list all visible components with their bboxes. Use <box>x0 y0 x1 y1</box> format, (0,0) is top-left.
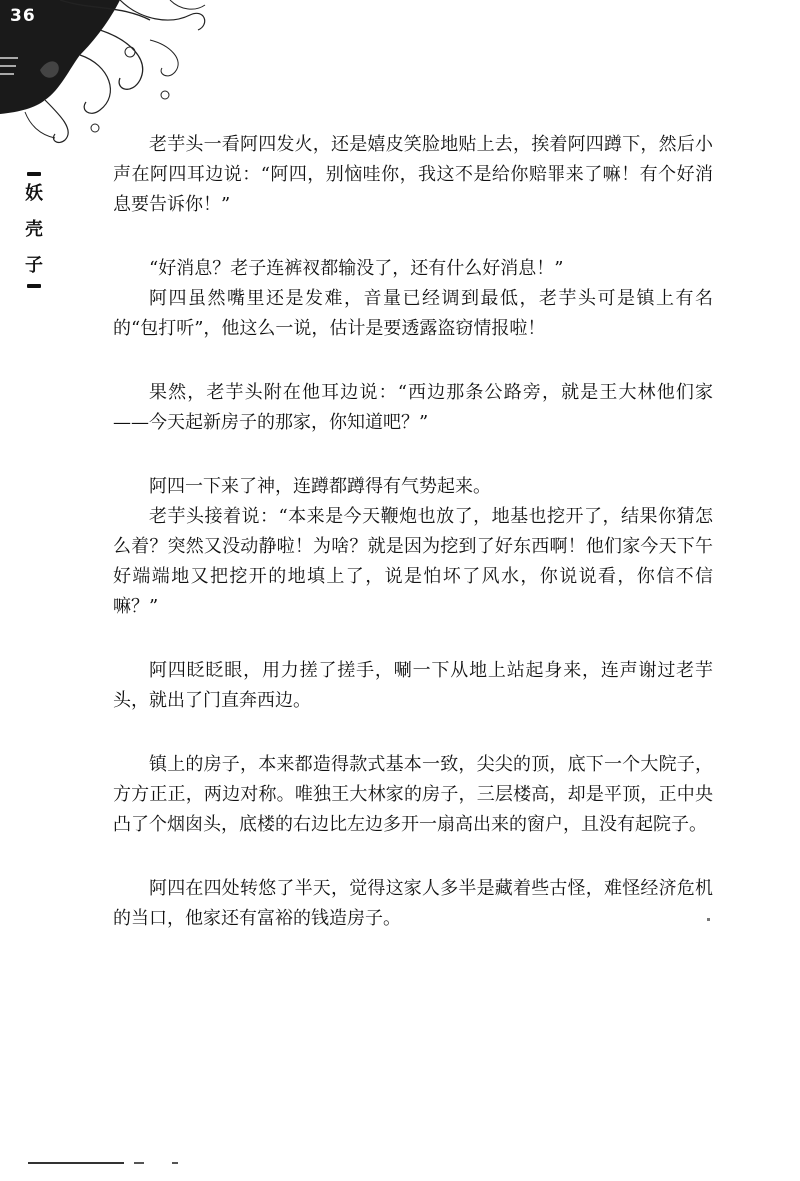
side-title-char: 妖 <box>25 183 43 204</box>
paragraph: 阿四眨眨眼，用力搓了搓手，唰一下从地上站起身来，连声谢过老芋头，就出了门直奔西边。 <box>113 660 713 711</box>
footer-rule-dash <box>134 1162 144 1164</box>
body-text <box>113 130 713 934</box>
margin-mark <box>707 918 710 921</box>
paragraph: 镇上的房子，本来都造得款式基本一致，尖尖的顶，底下一个大院子，方方正正，两边对称。唯独王大林家的房子，三层楼高，却是平顶，正中央凸了个烟囱头，底楼的右边比左边多开一扇高出来的窗户，且没有起院子。 <box>113 754 713 835</box>
side-title <box>22 172 46 288</box>
page-number: 36 <box>10 6 36 26</box>
paragraph: “好消息？老子连裤衩都输没了，还有什么好消息！” <box>149 258 564 279</box>
paragraph: 老芋头接着说：“本来是今天鞭炮也放了，地基也挖开了，结果你猜怎么着？突然又没动静啦！为啥？就是因为挖到了好东西啊！他们家今天下午好端端地又把挖开的地填上了，说是怕坏了风水，你说说看，你信不信嘛？” <box>113 506 713 617</box>
paragraph: 果然，老芋头附在他耳边说：“西边那条公路旁，就是王大林他们家——今天起新房子的那家，你知道吧？” <box>113 382 713 433</box>
footer-rule-dash <box>172 1162 178 1164</box>
paragraph: 阿四一下来了神，连蹲都蹲得有气势起来。 <box>149 476 491 497</box>
paragraph: 阿四在四处转悠了半天，觉得这家人多半是藏着些古怪，难怪经济危机的当口，他家还有富裕的钱造房子。 <box>113 878 713 929</box>
footer-rule <box>28 1162 124 1164</box>
paragraph: 老芋头一看阿四发火，还是嬉皮笑脸地贴上去，挨着阿四蹲下，然后小声在阿四耳边说：“阿四，别恼哇你，我这不是给你赔罪来了嘛！有个好消息要告诉你！” <box>113 134 713 215</box>
side-title-bottom-bar <box>27 284 41 288</box>
side-title-char: 壳 <box>25 219 43 240</box>
paragraph: 阿四虽然嘴里还是发难，音量已经调到最低，老芋头可是镇上有名的“包打听”，他这么一说，估计是要透露盗窃情报啦！ <box>113 288 713 339</box>
side-title-char: 子 <box>25 255 43 276</box>
